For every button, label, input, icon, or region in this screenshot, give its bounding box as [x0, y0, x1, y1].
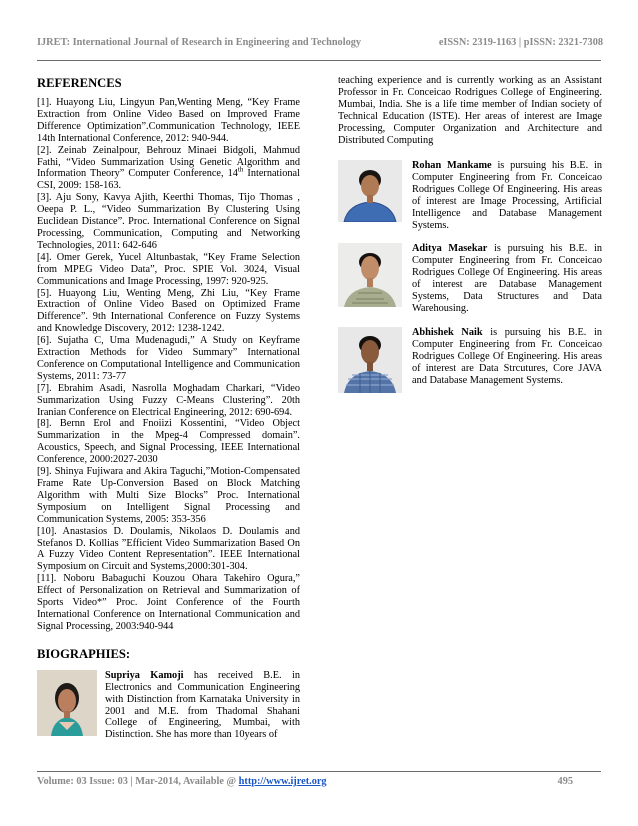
reference-item: [1]. Huayong Liu, Lingyun Pan,Wenting Meng, “Key Frame Extraction from Online Video Based on Improved Frame Difference Optimization”.Communication Technology, IEEE 14th International Conference, 2012: 940-944. [37, 97, 300, 144]
bio-abhishek [338, 327, 602, 401]
bio-supriya [37, 670, 300, 750]
reference-item: [3]. Aju Sony, Kavya Ajith, Keerthi Thomas, Tijo Thomas , Oeepa P. L., “Video Summarization By Clustering Using Euclidean Distance”. Proc. International Conference on Signal Processing, Communication, Computing and Networking Technologies, 2011: 642-646 [37, 192, 300, 251]
abhishek-name: Abhishek Naik [412, 327, 483, 339]
abhishek-photo [338, 327, 402, 393]
bio-aditya [338, 243, 602, 327]
reference-item: [8]. Bernn Erol and Fnoiizi Kossentini, “Video Object Summarization in the Mpeg-4 Compressed domain”. Acoustics, Speech, and Signal Processing, IEEE International Conference, 2000:2027-2030 [37, 418, 300, 466]
reference-item [37, 145, 300, 193]
reference-2-text-end: International CSI, 2009: 158-163. [37, 168, 300, 192]
issn-text: eISSN: 2319-1163 | pISSN: 2321-7308 [438, 37, 603, 48]
page-number: 495 [557, 776, 573, 787]
reference-item: [9]. Shinya Fujiwara and Akira Taguchi,”Motion-Compensated Frame Rate Up-Conversion Based on Block Matching Algorithm with Multi Size Blocks” Proc. International Symposium on Intelligent Signal Processing and Communication Systems, 2005: 353-356 [37, 466, 300, 525]
reference-item: [6]. Sujatha C, Uma Mudenagudi,” A Study on Keyframe Extraction Methods for Video Summary” International Conference on Computational Intelligence and Communication Systems, 2011: 73-77 [37, 335, 300, 382]
page-footer [37, 776, 603, 792]
reference-2-superscript: th [237, 166, 244, 175]
aditya-name: Aditya Masekar [412, 243, 488, 255]
reference-2-text: [2]. Zeinab Zeinalpour, Behrouz Minaei Bidgoli, Mahmud Fathi, “Video Summarization Using Genetic Algorithm and Information Theory” Computer Conference, 14 [37, 144, 300, 180]
abhishek-bio [412, 327, 602, 387]
journal-title: IJRET: International Journal of Research in Engineering and Technology [37, 37, 362, 48]
footer-divider [37, 771, 601, 772]
aditya-bio [412, 243, 602, 314]
journal-link[interactable]: http://www.ijret.org [238, 776, 327, 787]
supriya-name: Supriya Kamoji [105, 669, 184, 681]
supriya-bio [105, 670, 300, 741]
rohan-bio-text: is pursuing his B.E. in Computer Engineering from Fr. Conceicao Rodrigues College Of Engineering. His areas of interest are Image Processing, Artificial Intelligence and Database Management Systems. [412, 160, 602, 231]
rohan-name: Rohan Mankame [412, 160, 492, 172]
bio-rohan [338, 160, 602, 234]
aditya-bio-text: is pursuing his B.E. in Computer Engineering from Fr. Conceicao Rodrigues College Of Engineering. His areas of interest are Database Management Systems, Data Structures and Data Warehousing. [412, 243, 602, 314]
reference-item: [10]. Anastasios D. Doulamis, Nikolaos D. Doulamis and Stefanos D. Kollias ”Efficient Video Summarization Based On A Fuzzy Video Content Representation”. IEEE International Symposium on Circuit and Systems,2000:301-304. [37, 525, 300, 573]
supriya-photo [37, 670, 97, 736]
left-column [37, 75, 300, 750]
rohan-photo [338, 160, 402, 222]
reference-item: [7]. Ebrahim Asadi, Nasrolla Moghadam Charkari, “Video Summarization Using Fuzzy C-Means Clustering”. 20th Iranian Conference on Electrical Engineering, 2012: 690-694. [37, 382, 300, 418]
rohan-bio [412, 160, 602, 231]
header-divider [37, 60, 601, 61]
reference-item: [5]. Huayong Liu, Wenting Meng, Zhi Liu, “Key Frame Extraction of Online Video Based on Optimized Frame Difference”. 9th International Conference on Fuzzy Systems and Knowledge Discovery, 2012: 1238-1242. [37, 287, 300, 335]
volume-info [37, 776, 327, 787]
references-heading: REFERENCES [37, 76, 122, 90]
page-header [37, 37, 603, 53]
right-column [338, 75, 602, 401]
aditya-photo [338, 243, 402, 307]
reference-item: [4]. Omer Gerek, Yucel Altunbastak, “Key Frame Selection from MPEG Video Data”, Proc. SPIE Vol. 3024, Visual Communications and Image Processing, 1997: 920-925. [37, 251, 300, 287]
abhishek-bio-text: is pursuing his B.E. in Computer Engineering from Fr. Conceicao Rodrigues College Of Engineering. His areas of interest are Data Strcutures, Core JAVA and Database Management Systems. [412, 327, 602, 387]
supriya-bio-text: has received B.E. in Electronics and Communication Engineering with Distinction from Karnataka University in 2001 and M.E. from Thadomal Shahani College of Engineering, Mumbai, with Distinction. She has more than 10years of [105, 669, 300, 741]
volume-text: Volume: 03 Issue: 03 | Mar-2014, Available @ [37, 776, 239, 787]
reference-item: [11]. Noboru Babaguchi Kouzou Ohara Takehiro Ogura,” Effect of Personalization on Retrieval and Summarization of Sports Video*” Proc. Joint Conference of the Fourth International Conference on International Communication and Signal Processing, 2003:940-944 [37, 573, 300, 632]
supriya-bio-continued: teaching experience and is currently working as an Assistant Professor in Fr. Conceicao Rodrigues College of Engineering. Mumbai, India. She is a life time member of Indian society of Technical Education (ISTE). Her areas of interest are Image Processing, Computer Organization and Architecture and Distributed Computing [338, 75, 602, 146]
references-list [37, 97, 300, 633]
biographies-heading: BIOGRAPHIES: [37, 646, 131, 661]
